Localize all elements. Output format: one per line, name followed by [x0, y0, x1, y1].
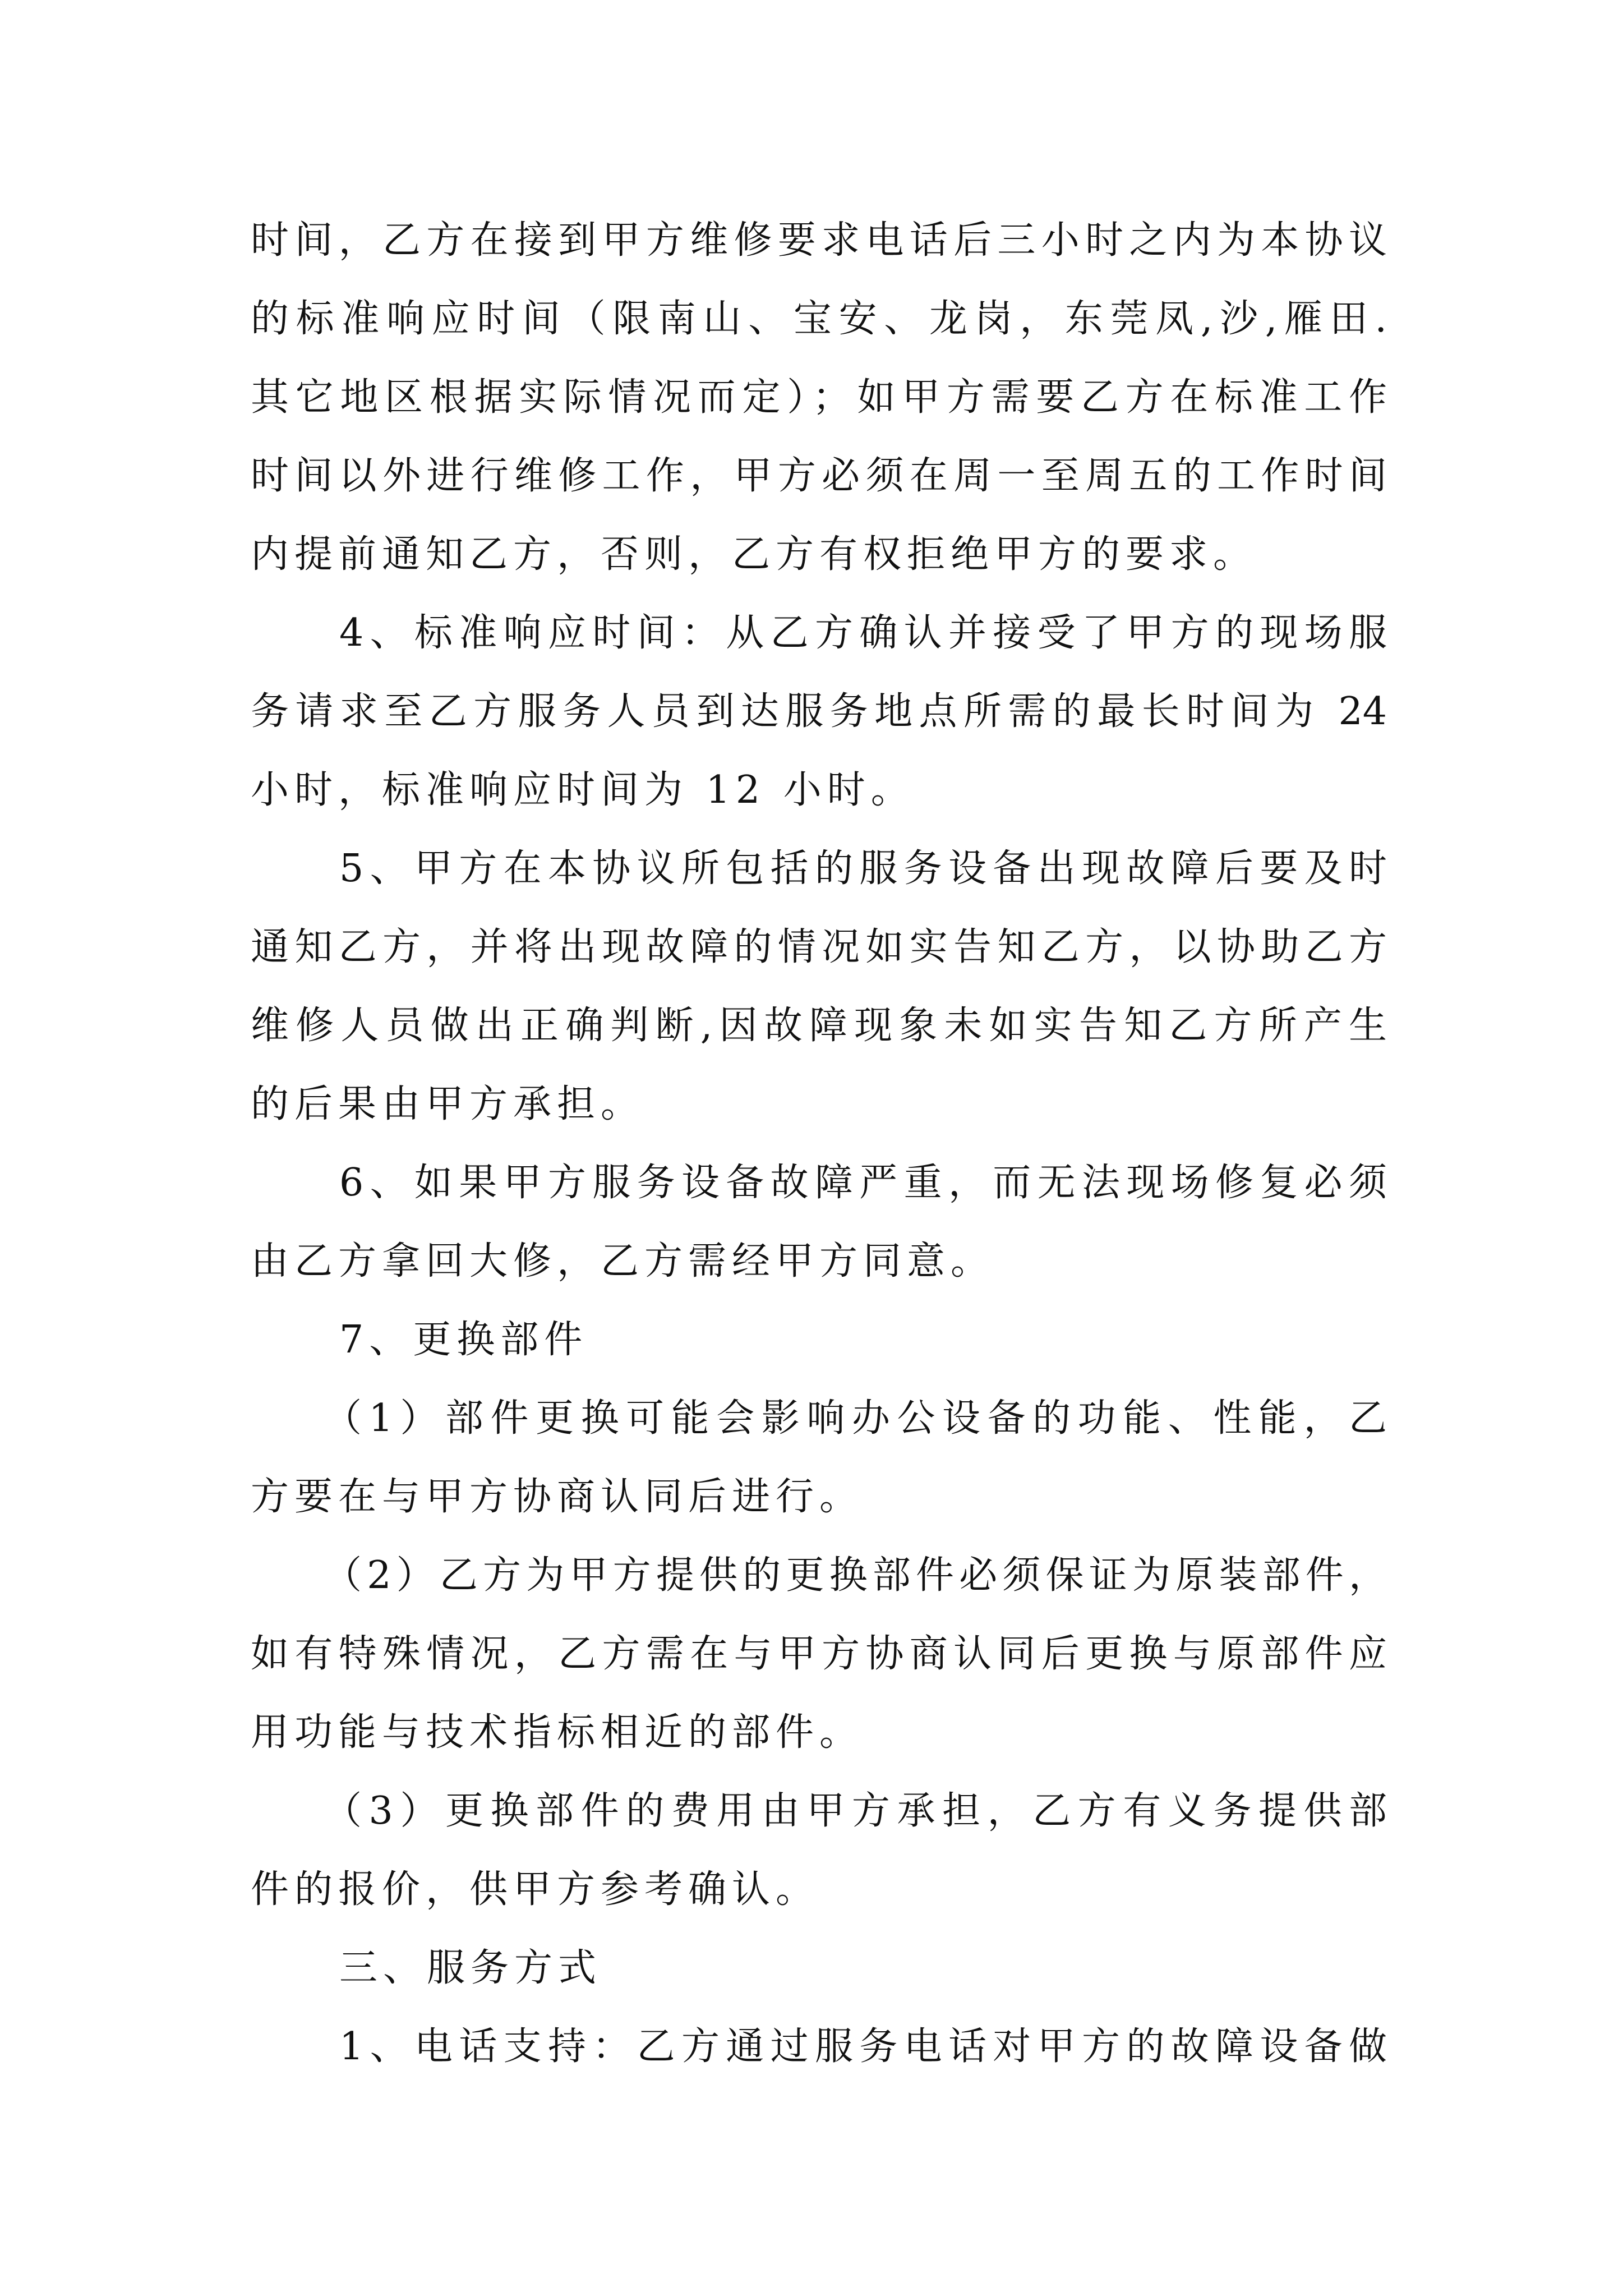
text-line: 通知乙方，并将出现故障的情况如实告知乙方，以协助乙方 [251, 925, 1387, 969]
text-line: 内提前通知乙方，否则，乙方有权拒绝甲方的要求。 [251, 532, 1257, 577]
text-line: 小时，标准响应时间为 12 小时。 [251, 768, 915, 812]
text-line: （3）更换部件的费用由甲方承担，乙方有义务提供部 [324, 1789, 1387, 1833]
text-line: 三、服务方式 [339, 1946, 602, 1990]
text-line: （2）乙方为甲方提供的更换部件必须保证为原装部件， [324, 1553, 1387, 1598]
section-heading-service-methods [251, 1929, 1387, 2008]
text-line: 时间以外进行维修工作，甲方必须在周一至周五的工作时间 [251, 454, 1387, 498]
paragraph-item-4 [251, 594, 1387, 830]
text-line: 用功能与技术指标相近的部件。 [251, 1710, 864, 1755]
text-line: 4、标准响应时间：从乙方确认并接受了甲方的现场服 [339, 611, 1387, 655]
text-line: 件的报价，供甲方参考确认。 [251, 1867, 820, 1912]
text-line: 维修人员做出正确判断,因故障现象未如实告知乙方所产生 [251, 1004, 1387, 1048]
text-line: 时间，乙方在接到甲方维修要求电话后三小时之内为本协议 [251, 218, 1387, 263]
text-line: 1、电话支持：乙方通过服务电话对甲方的故障设备做 [339, 2024, 1387, 2069]
text-line: 由乙方拿回大修，乙方需经甲方同意。 [251, 1239, 995, 1283]
text-line: 5、甲方在本协议所包括的服务设备出现故障后要及时 [339, 846, 1387, 891]
text-line: 的后果由甲方承担。 [251, 1082, 645, 1126]
paragraph-subitem-2 [251, 1536, 1387, 1772]
paragraph-item-5 [251, 830, 1387, 1144]
paragraph-response-time-continued [251, 201, 1387, 594]
text-line: 6、如果甲方服务设备故障严重，而无法现场修复必须 [339, 1161, 1387, 1205]
text-line: 务请求至乙方服务人员到达服务地点所需的最长时间为 24 [251, 689, 1387, 734]
document-body [251, 201, 1387, 2086]
text-line: 的标准响应时间（限南山、宝安、龙岗，东莞凤,沙,雁田. [251, 297, 1387, 341]
text-line: 7、更换部件 [339, 1318, 588, 1362]
text-line: 其它地区根据实际情况而定）；如甲方需要乙方在标准工作 [251, 375, 1387, 420]
paragraph-subitem-1 [251, 1379, 1387, 1536]
paragraph-item-6 [251, 1144, 1387, 1301]
text-line: 如有特殊情况，乙方需在与甲方协商认同后更换与原部件应 [251, 1632, 1387, 1676]
text-line: （1）部件更换可能会影响办公设备的功能、性能，乙 [324, 1396, 1387, 1441]
paragraph-item-7-heading [251, 1301, 1387, 1379]
paragraph-subitem-3 [251, 1772, 1387, 1929]
paragraph-phone-support [251, 2008, 1387, 2086]
text-line: 方要在与甲方协商认同后进行。 [251, 1475, 864, 1519]
